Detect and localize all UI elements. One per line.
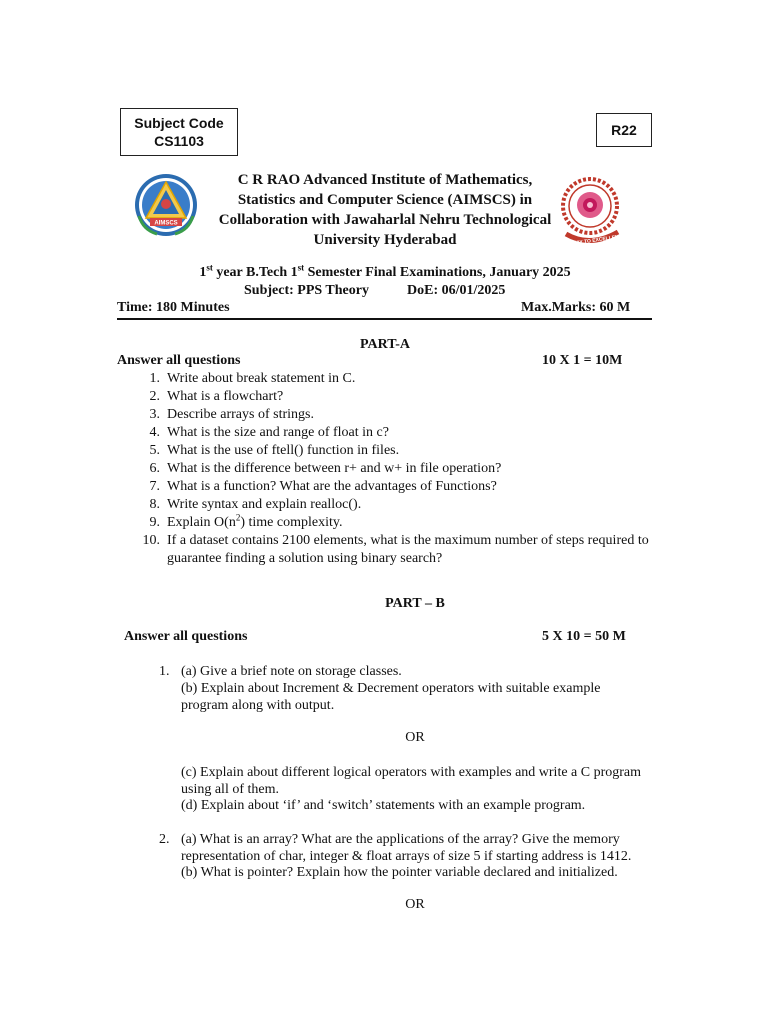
question-number: 7. — [149, 479, 160, 494]
or-separator: OR — [405, 897, 425, 912]
or-separator: OR — [405, 730, 425, 745]
subject-code-value: CS1103 — [154, 133, 204, 149]
question-number: 1. — [149, 371, 160, 386]
question-text: Write about break statement in C. — [167, 371, 356, 386]
part-b-question-1-part-c-line-1: (c) Explain about different logical operators with examples and write a C program — [181, 765, 642, 780]
question-text-line-1: If a dataset contains 2100 elements, what is the maximum number of steps required to — [167, 533, 649, 548]
subject-code-box — [120, 108, 238, 156]
part-b-question-1-part-c-line-2: using all of them. — [181, 782, 279, 797]
institute-title — [210, 170, 560, 250]
question-text-line-2: guarantee finding a solution using binary search? — [167, 551, 443, 566]
aimscs-logo — [133, 172, 199, 238]
question-item — [137, 442, 657, 460]
part-b-question-1-part-b-line-2: program along with output. — [181, 698, 335, 713]
question-text: What is a flowchart? — [167, 389, 284, 404]
institute-line-1: C R RAO Advanced Institute of Mathematics, — [237, 172, 533, 188]
question-number: 9. — [149, 515, 160, 530]
question-text — [160, 514, 657, 532]
part-a-marks: 10 X 1 = 10M — [542, 353, 623, 368]
question-item — [137, 388, 657, 406]
question-text: What is a function? What are the advantages of Functions? — [167, 479, 497, 494]
year-suffix: st — [206, 262, 213, 273]
question-item — [137, 514, 657, 532]
jntuh-logo-icon — [556, 174, 630, 246]
question-item — [137, 532, 657, 568]
question-number: 6. — [149, 461, 160, 476]
left-logo-caption: AIMSCS — [154, 220, 178, 227]
question-number: 5. — [149, 443, 160, 458]
institute-line-2: Statistics and Computer Science (AIMSCS) in — [237, 192, 533, 208]
question-text: What is the use of ftell() function in files. — [167, 443, 400, 458]
year-text: year B.Tech — [212, 265, 291, 280]
part-b-question-number: 2. — [159, 832, 170, 847]
semester-text: Semester Final Examinations, January 2025 — [304, 265, 571, 280]
part-b-question-1-part-a: (a) Give a brief note on storage classes. — [181, 664, 402, 679]
semester-suffix: st — [297, 262, 305, 273]
header-divider — [117, 318, 652, 320]
question-number: 2. — [149, 389, 160, 404]
question-item — [137, 496, 657, 514]
subject-name: Subject: PPS Theory — [244, 283, 369, 298]
part-a-question-list — [137, 370, 657, 568]
question-text: Write syntax and explain realloc(). — [167, 497, 362, 512]
date-of-exam: DoE: 06/01/2025 — [407, 283, 506, 298]
max-marks: Max.Marks: 60 M — [521, 300, 631, 315]
year-number: 1 — [199, 265, 207, 280]
question-item — [137, 370, 657, 388]
question-item — [137, 424, 657, 442]
question-text: Describe arrays of strings. — [167, 407, 314, 422]
part-b-title: PART – B — [385, 596, 445, 611]
part-a-instruction: Answer all questions — [117, 353, 241, 368]
part-b-instruction: Answer all questions — [124, 629, 248, 644]
regulation-box — [596, 113, 652, 147]
question-text: What is the size and range of float in c? — [167, 425, 389, 440]
regulation-label: R22 — [611, 122, 637, 138]
semester-number: 1 — [290, 265, 298, 280]
part-b-question-2-part-a-line-1: (a) What is an array? What are the applications of the array? Give the memory — [181, 832, 620, 847]
question-number: 8. — [149, 497, 160, 512]
question-item — [137, 478, 657, 496]
question-number: 3. — [149, 407, 160, 422]
question-number: 4. — [149, 425, 160, 440]
question-text: What is the difference between r+ and w+ in file operation? — [167, 461, 502, 476]
aimscs-logo-icon — [133, 172, 199, 238]
institute-line-3: Collaboration with Jawaharlal Nehru Technological — [218, 212, 552, 228]
part-b-question-2-part-b: (b) What is pointer? Explain how the pointer variable declared and initialized. — [181, 865, 618, 880]
part-a-title: PART-A — [359, 337, 411, 352]
part-b-question-1-part-d: (d) Explain about ‘if’ and ‘switch’ statements with an example program. — [181, 798, 586, 813]
question-item — [137, 406, 657, 424]
question-number: 10. — [142, 533, 160, 548]
question-text-pre: Explain O(n — [167, 515, 236, 530]
part-b-marks: 5 X 10 = 50 M — [542, 629, 626, 644]
subject-code-label: Subject Code — [134, 115, 224, 131]
question-item — [137, 460, 657, 478]
part-b-question-2-part-a-line-2: representation of char, integer & float arrays of size 5 if starting address is 1412. — [181, 849, 632, 864]
exam-title — [120, 262, 650, 281]
right-logo-caption: GATEWAY TO EXCELLENCE — [558, 233, 627, 246]
exam-duration: Time: 180 Minutes — [117, 300, 230, 315]
part-b-question-1-part-b-line-1: (b) Explain about Increment & Decrement operators with suitable example — [181, 681, 601, 696]
question-text-post: ) time complexity. — [240, 515, 343, 530]
question-text — [160, 532, 657, 568]
question-text-exponent: 2 — [235, 512, 241, 523]
jntuh-logo — [556, 174, 630, 246]
part-b-question-number: 1. — [159, 664, 170, 679]
institute-line-4: University Hyderabad — [313, 232, 457, 248]
